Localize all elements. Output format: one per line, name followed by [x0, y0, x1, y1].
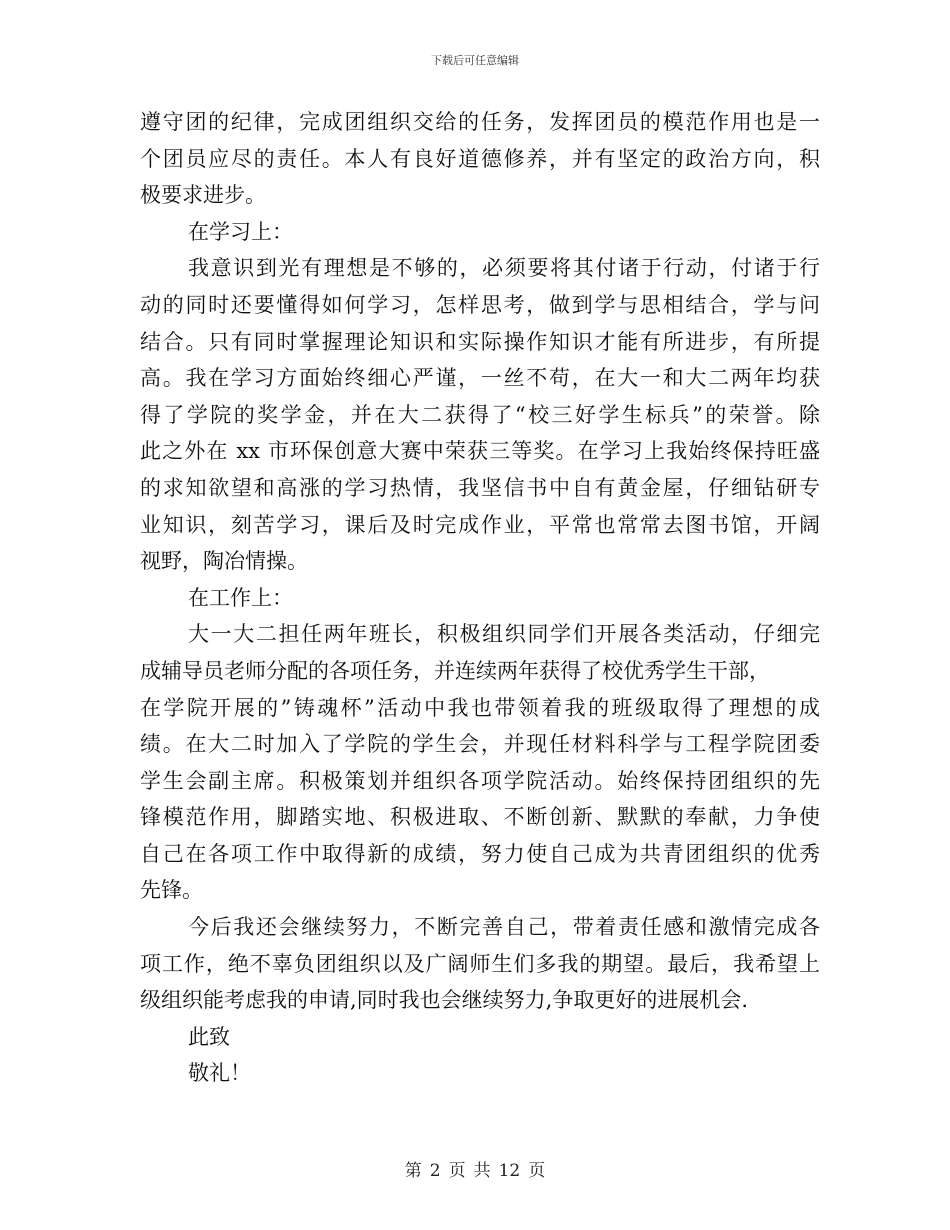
text-line: 极要求进步。 [140, 183, 266, 208]
section-heading-study: 在学习上： [188, 219, 293, 244]
text-line: 视野，陶冶情操。 [140, 549, 308, 574]
text-line: 业知识，刻苦学习，课后及时完成作业，平常也常常去图书馆，开阔 [140, 512, 820, 537]
page-label: 第 [404, 1161, 422, 1181]
text-line: 我意识到光有理想是不够的，必须要将其付诸于行动，付诸于行 [188, 256, 820, 281]
section-heading-work: 在工作上： [188, 585, 293, 610]
text-line: 动的同时还要懂得如何学习，怎样思考，做到学与思相结合，学与问 [140, 292, 820, 317]
text-line: 级组织能考虑我的申请,同时我也会继续努力,争取更好的进展机会. [140, 988, 749, 1013]
text-line: 先锋。 [140, 878, 203, 903]
text-line: 个团员应尽的责任。本人有良好道德修养，并有坚定的政治方向，积 [140, 146, 820, 171]
text-line: 锋模范作用，脚踏实地、积极进取、不断创新、默默的奉献，力争使 [140, 805, 820, 830]
text-line: 遵守团的纪律，完成团组织交给的任务，发挥团员的模范作用也是一 [140, 110, 820, 134]
text-line: 成辅导员老师分配的各项任务，并连续两年获得了校优秀学生干部， [140, 658, 770, 683]
paragraph-discipline [140, 104, 820, 214]
text-line: 大一大二担任两年班长，积极组织同学们开展各类活动，仔细完 [188, 622, 820, 647]
paragraph-work [140, 616, 820, 909]
closing-salutation: 此致 [188, 1024, 230, 1049]
total-unit: 页 [528, 1161, 546, 1181]
page-header: 下载后可任意编辑 [431, 54, 519, 67]
page-current: 2 [429, 1161, 441, 1181]
page-unit: 页 [448, 1161, 466, 1181]
text-line: 此之外在 xx 市环保创意大赛中荣获三等奖。在学习上我始终保持旺盛 [140, 439, 820, 464]
text-line: 的求知欲望和高涨的学习热情，我坚信书中自有黄金屋，仔细钻研专 [140, 475, 820, 500]
text-line: 在学院开展的”铸魂杯”活动中我也带领着我的班级取得了理想的成 [140, 695, 820, 720]
paragraph-study [140, 250, 820, 579]
document-body [140, 104, 820, 1092]
page-total: 12 [498, 1161, 521, 1181]
text-line: 结合。只有同时掌握理论知识和实际操作知识才能有所进步，有所提 [140, 329, 820, 354]
page-footer [0, 1156, 950, 1181]
paragraph-future [140, 909, 820, 1019]
text-line: 自己在各项工作中取得新的成绩，努力使自己成为共青团组织的优秀 [140, 841, 820, 866]
text-line: 项工作，绝不辜负团组织以及广阔师生们多我的期望。最后，我希望上 [140, 951, 820, 976]
text-line: 绩。在大二时加入了学院的学生会，并现任材料科学与工程学院团委 [140, 732, 820, 757]
text-line: 今后我还会继续努力，不断完善自己，带着责任感和激情完成各 [188, 915, 820, 940]
total-label: 共 [473, 1161, 491, 1181]
text-line: 高。我在学习方面始终细心严谨，一丝不苟，在大一和大二两年均获 [140, 366, 820, 391]
closing-regards: 敬礼！ [188, 1061, 251, 1086]
text-line: 得了学院的奖学金，并在大二获得了“校三好学生标兵”的荣誉。除 [140, 402, 820, 427]
text-line: 学生会副主席。积极策划并组织各项学院活动。始终保持团组织的先 [140, 768, 820, 793]
